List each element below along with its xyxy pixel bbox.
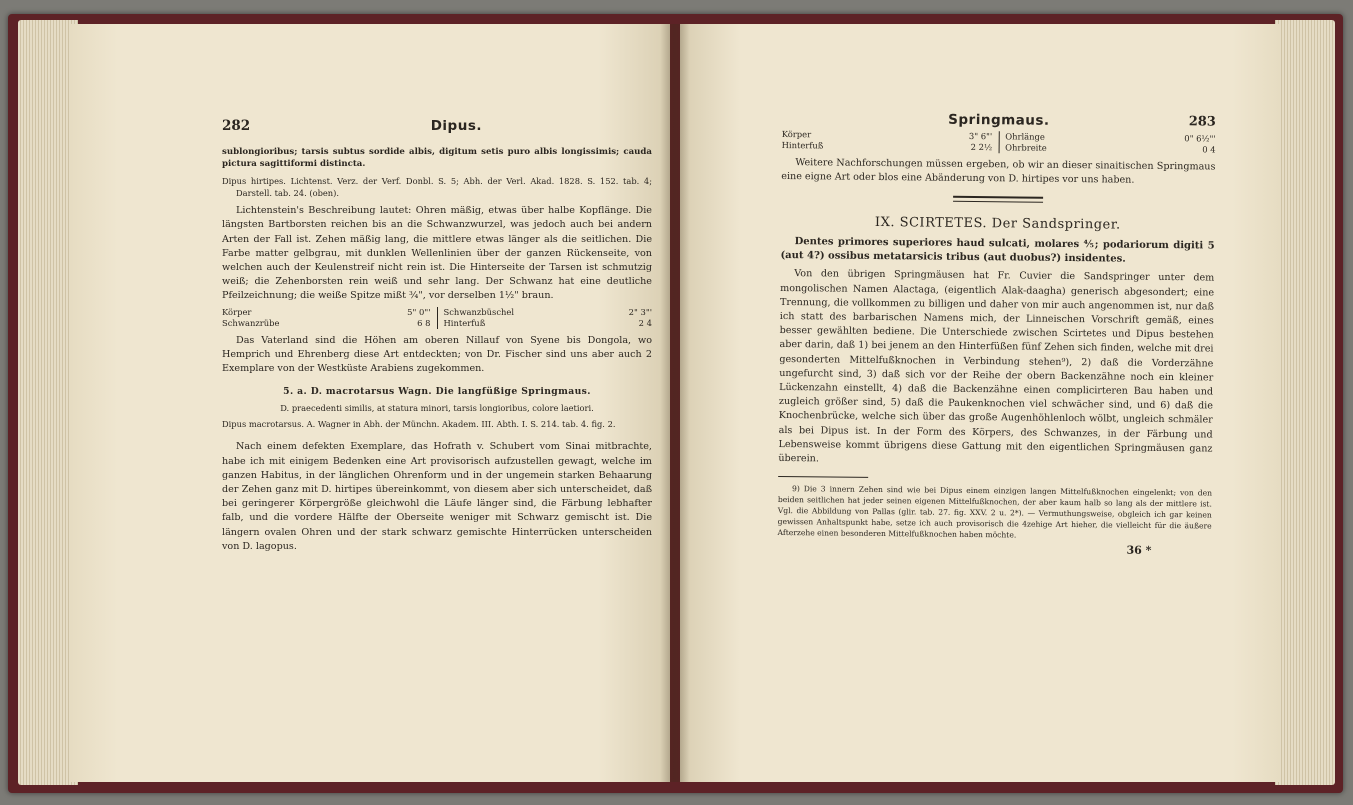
measure-value: 6 8 [417, 317, 431, 328]
measure-label: Ohrlänge [1005, 131, 1045, 142]
species-latin: D. praecedenti similis, at statura minori, tarsis longioribus, colore laetiori. [280, 403, 594, 414]
measure-value: 3" 6"' [968, 130, 993, 142]
footnote-rule [778, 476, 868, 478]
page-edges-left [18, 20, 78, 785]
measure-col-2 [1005, 131, 1216, 155]
measure-col-1 [782, 129, 1000, 153]
measure-col-2 [444, 307, 653, 329]
further-research: Weitere Nachforschungen müssen ergeben, ob wir an dieser sinaitischen Springmaus eine eigne Art oder blos eine Abänderung von D. hirtipes vor uns haben. [781, 157, 1216, 186]
intro-latin: sublongioribus; tarsis subtus sordide albis, digitum setis puro albis longissimis; cauda pictura sagittiformi distincta. [222, 147, 652, 169]
measure-row [222, 318, 431, 329]
right-page [680, 24, 1280, 782]
measure-label: Hinterfuß [781, 139, 824, 151]
right-measurements-table [782, 129, 1216, 156]
description: Lichtenstein's Beschreibung lautet: Ohren mäßig, etwas über halbe Kopflänge. Die längsten Bartborsten reichen bis an die Schwanzwurzel, was jedoch auch bei andern Arten der Fall ist. Zehen mäßig lang, die mittlere etwas länger als die seitlichen. Die Farbe matter gelbgrau, mit dunklen Wellenlinien über der ganzen Rückenseite, von welchen auch der Keulenstreif nicht rein ist. Die Hinterseite der Tarsen ist schmutzig weiß; die Zehenborsten rein weiß und sehr lang. Der Schwanz hat eine deutliche Pfeilzeichnung; die weiße Spitze mißt ¾", vor derselben 1½" braun. [222, 205, 652, 302]
measure-col-1 [222, 307, 438, 329]
left-running-head: Dipus. [430, 118, 482, 134]
species-text: Nach einem defekten Exemplare, das Hofrath v. Schubert vom Sinai mitbrachte, habe ich mit einigem Bedenken eine Art provisorisch aufzustellen gewagt, welche im ganzen Habitus, in der länglichen Ohrenform und in der ungemein starken Behaarung der Zehen ganz mit D. hirtipes übereinkommt, von diesem aber sich unterscheidet, daß bei geringerer Körpergröße gleichwohl die Läufe länger sind, die Färbung lebhafter falb, und die vordere Hälfte der Oberseite weniger mit Schwarz gemischt ist. Die längern ovalen Ohren und der stark schwarz gemischte Hinterrücken unterscheiden von D. lagopus. [222, 441, 652, 552]
signature-mark: 36 * [1126, 543, 1152, 558]
genus-heading: IX. SCIRTETES. Der Sandspringer. [874, 215, 1121, 233]
measure-row [444, 318, 653, 329]
homeland: Das Vaterland sind die Höhen am oberen Nillauf von Syene bis Dongola, wo Hemprich und Ehrenberg diese Art entdeckten; von Dr. Fischer sind uns aber auch 2 Exemplare von der Westküste Arabiens zugekommen. [222, 334, 652, 375]
measure-row [1005, 142, 1216, 155]
left-page-header [222, 118, 652, 134]
left-page [70, 24, 670, 782]
measure-value: 0" 6½"' [1184, 133, 1216, 144]
measure-label: Körper [222, 306, 252, 317]
species-heading: 5. a. D. macrotarsus Wagn. Die langfüßige Springmaus. [283, 386, 591, 398]
measure-value: 2 4 [638, 317, 652, 328]
measure-value: 2 2½ [970, 141, 993, 153]
species-synonymy: Dipus macrotarsus. A. Wagner in Abh. der Münchn. Akadem. III. Abth. I. S. 214. tab. 4. fig. 2. [222, 418, 616, 429]
measure-value: 5" 0"' [407, 306, 431, 317]
measure-label: Hinterfuß [443, 317, 486, 328]
measure-label: Ohrbreite [1005, 142, 1047, 153]
genus-body: Von den übrigen Springmäusen hat Fr. Cuvier die Sandspringer unter dem mongolischen Namen Alactaga, (eigentlich Alak-daagha) generisch abgesondert; eine Trennung, die vollkommen zu billigen und daher von mir auch angenommen ist, nur daß ich statt des barbarischen Namens mich, der Linneischen Vorschrift gemäß, eines besser gewählten bediene. Die Unterschiede zwischen Scirtetes und Dipus bestehen aber darin, daß 1) bei jenem an den Hinterfüßen fünf Zehen sich finden, welche mit drei gesonderten Mittelfußknochen in Verbindung stehen⁹), 2) daß die Vorderzähne ungefurcht sind, 3) daß sich vor der Reihe der obern Backenzähne noch ein kleiner Lückenzahn einstellt, 4) daß die Backenzähne einen complicirteren Bau haben und zugleich größer sind, 5) daß die Paukenknochen viel schwächer sind, und 6) daß die Knochenbrücke, welche sich über das große Augenhöhlenloch wölbt, ungleich schmäler als bei Dipus ist. In der Form des Körpers, des Schwanzes, in der Färbung und Lebensweise kommt übrigens diese Gattung mit den eigentlichen Springmäusen ganz überein. [778, 268, 1215, 465]
measure-label: Schwanzrübe [222, 317, 280, 328]
left-page-number: 282 [222, 118, 251, 134]
section-divider [953, 196, 1043, 203]
measure-row [782, 140, 993, 153]
left-measurements-table [222, 307, 652, 329]
footnote: 9) Die 3 innern Zehen sind wie bei Dipus einem einzigen langen Mittelfußknochen eingelenkt; von den beiden seitlichen hat jeder seinen eigenen Mittelfußknochen, der aber kaum halb so lang als der mittlere ist. Vgl. die Abbildung von Pallas (glir. tab. 27. fig. XXV. 2 u. 2*). — Vermuthungsweise, obgleich ich gar keinen gewissen Anhaltspunkt habe, setze ich auch provisorisch die 4zehige Art hieher, die vielleicht für die äußere Afterzehe einen besonderen Mittelfußknochen haben möchte. [777, 484, 1213, 540]
right-running-head: Springmaus. [948, 111, 1050, 129]
right-page-header [782, 110, 1216, 131]
right-page-number: 283 [1188, 114, 1216, 130]
genus-diagnosis: Dentes primores superiores haud sulcati, molares ⅘; podariorum digiti 5 (aut 4?) ossibus metatarsicis tribus (aut duobus?) insidentes. [780, 236, 1215, 266]
measure-row [222, 307, 431, 318]
measure-label: Schwanzbüschel [443, 306, 515, 317]
left-text-column [222, 118, 652, 554]
measure-value: 2" 3"' [628, 306, 652, 317]
right-text-column [777, 110, 1216, 558]
page-edges-right [1275, 20, 1335, 785]
book-gutter [660, 24, 690, 782]
measure-row [444, 307, 653, 318]
measure-label: Körper [781, 128, 812, 140]
measure-value: 0 4 [1202, 144, 1216, 155]
synonymy: Dipus hirtipes. Lichtenst. Verz. der Verf. Donbl. S. 5; Abh. der Verl. Akad. 1828. S. 152. tab. 4; Darstell. tab. 24. (oben). [222, 176, 652, 198]
